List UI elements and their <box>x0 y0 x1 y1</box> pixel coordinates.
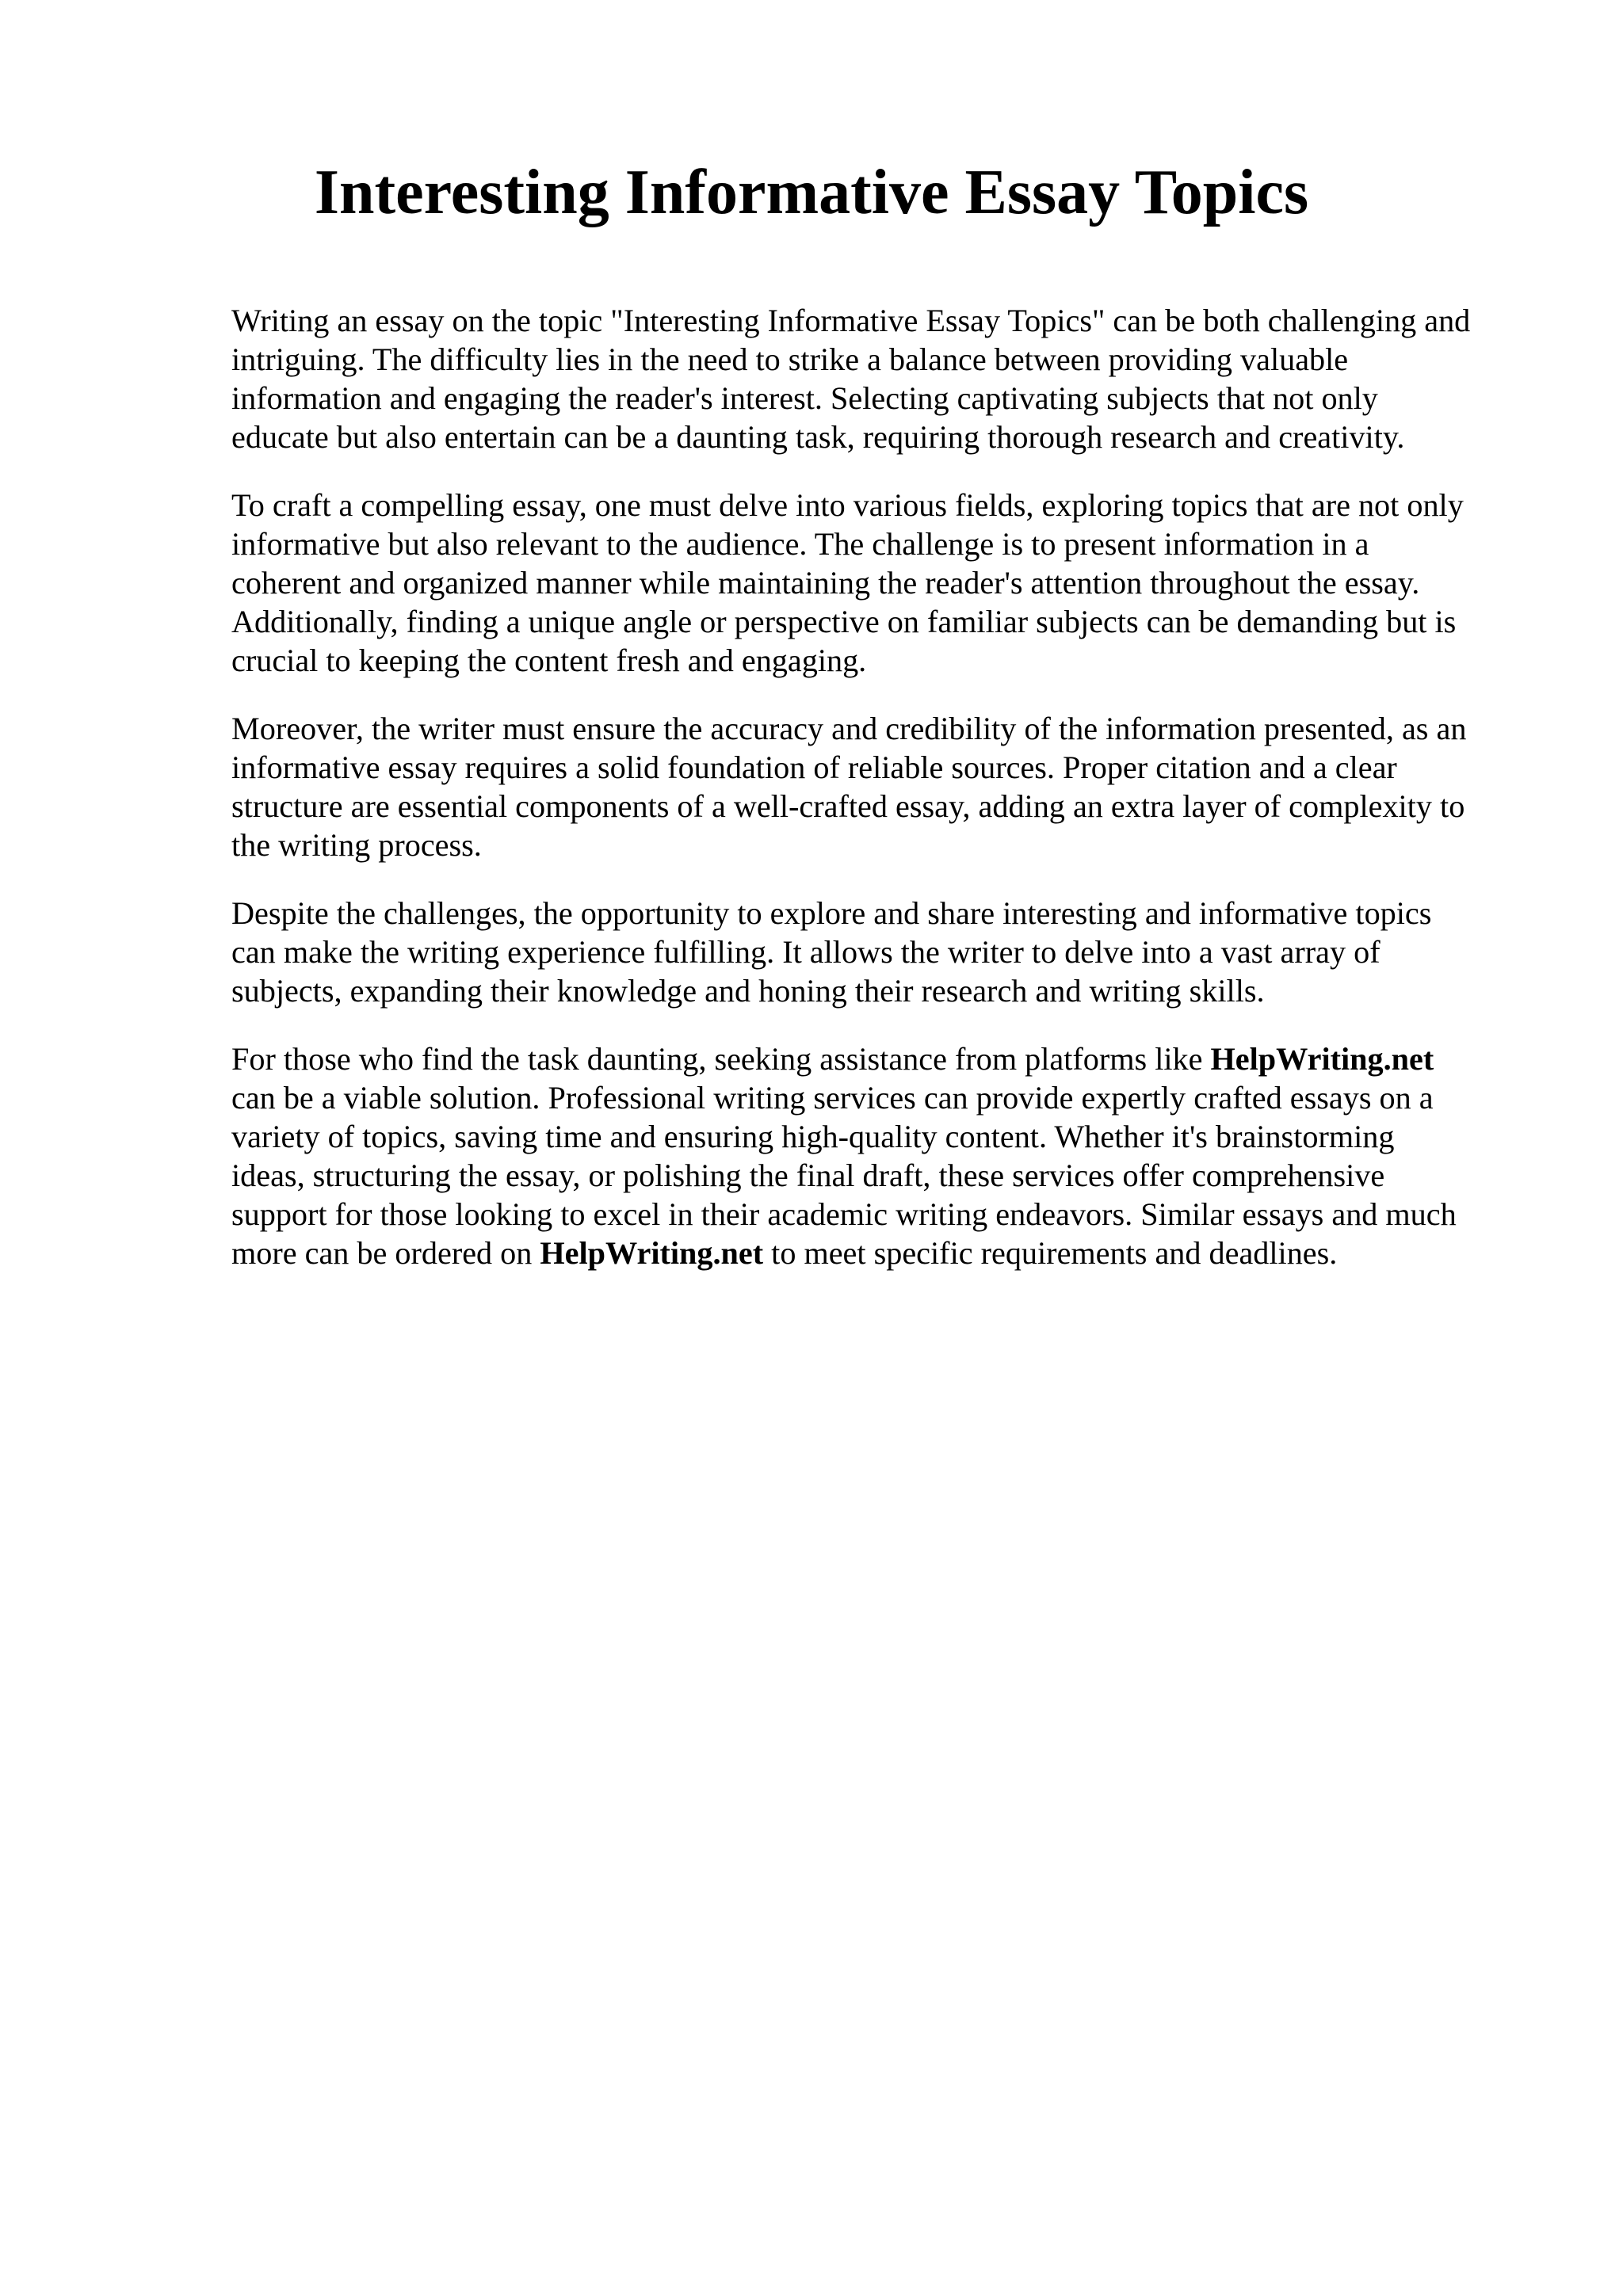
paragraph-line: ideas, structuring the essay, or polishing the final draft, these services offer comprehensive <box>231 1158 1385 1193</box>
paragraph-line: structure are essential components of a well-crafted essay, adding an extra layer of complexity to <box>231 788 1465 824</box>
paragraph-4 <box>231 894 1515 1010</box>
paragraph-line: crucial to keeping the content fresh and engaging. <box>231 643 867 678</box>
paragraph-line <box>231 1234 1515 1272</box>
paragraph-line <box>231 1039 1515 1078</box>
paragraph-line: information and engaging the reader's interest. Selecting captivating subjects that not only <box>231 380 1378 416</box>
paragraph-line: the writing process. <box>231 827 482 863</box>
paragraph-line: educate but also entertain can be a daunting task, requiring thorough research and creativity. <box>231 419 1405 455</box>
paragraph-line: informative essay requires a solid foundation of reliable sources. Proper citation and a clear <box>231 749 1397 785</box>
paragraph-line: Writing an essay on the topic "Interesting Informative Essay Topics" can be both challenging and <box>231 303 1471 338</box>
document-body <box>231 301 1515 1302</box>
line-text: to meet specific requirements and deadlines. <box>763 1235 1338 1271</box>
paragraph-5 <box>231 1039 1515 1272</box>
paragraph-line: can make the writing experience fulfilling. It allows the writer to delve into a vast array of <box>231 934 1381 970</box>
paragraph-line: intriguing. The difficulty lies in the need to strike a balance between providing valuable <box>231 341 1349 377</box>
paragraph-line: can be a viable solution. Professional writing services can provide expertly crafted essays on a <box>231 1080 1434 1116</box>
helpwriting-link[interactable]: HelpWriting.net <box>1210 1041 1434 1077</box>
paragraph-line: variety of topics, saving time and ensuring high-quality content. Whether it's brainstorming <box>231 1119 1395 1154</box>
paragraph-1 <box>231 301 1515 456</box>
line-text: For those who find the task daunting, seeking assistance from platforms like <box>231 1041 1211 1077</box>
paragraph-line: informative but also relevant to the audience. The challenge is to present information in a <box>231 526 1369 562</box>
line-text: more can be ordered on <box>231 1235 540 1271</box>
helpwriting-link[interactable]: HelpWriting.net <box>540 1235 764 1271</box>
paragraph-3 <box>231 709 1515 864</box>
paragraph-line: To craft a compelling essay, one must delve into various fields, exploring topics that are not only <box>231 487 1464 523</box>
paragraph-line: Moreover, the writer must ensure the accuracy and credibility of the information presented, as an <box>231 711 1467 746</box>
paragraph-line: Additionally, finding a unique angle or perspective on familiar subjects can be demanding but is <box>231 604 1457 639</box>
document-title: Interesting Informative Essay Topics <box>314 158 1309 227</box>
paragraph-line: subjects, expanding their knowledge and honing their research and writing skills. <box>231 973 1265 1009</box>
paragraph-line: Despite the challenges, the opportunity to explore and share interesting and informative topics <box>231 895 1432 931</box>
paragraph-line: coherent and organized manner while maintaining the reader's attention throughout the essay. <box>231 565 1420 601</box>
paragraph-line: support for those looking to excel in their academic writing endeavors. Similar essays and much <box>231 1196 1457 1232</box>
paragraph-2 <box>231 486 1515 680</box>
